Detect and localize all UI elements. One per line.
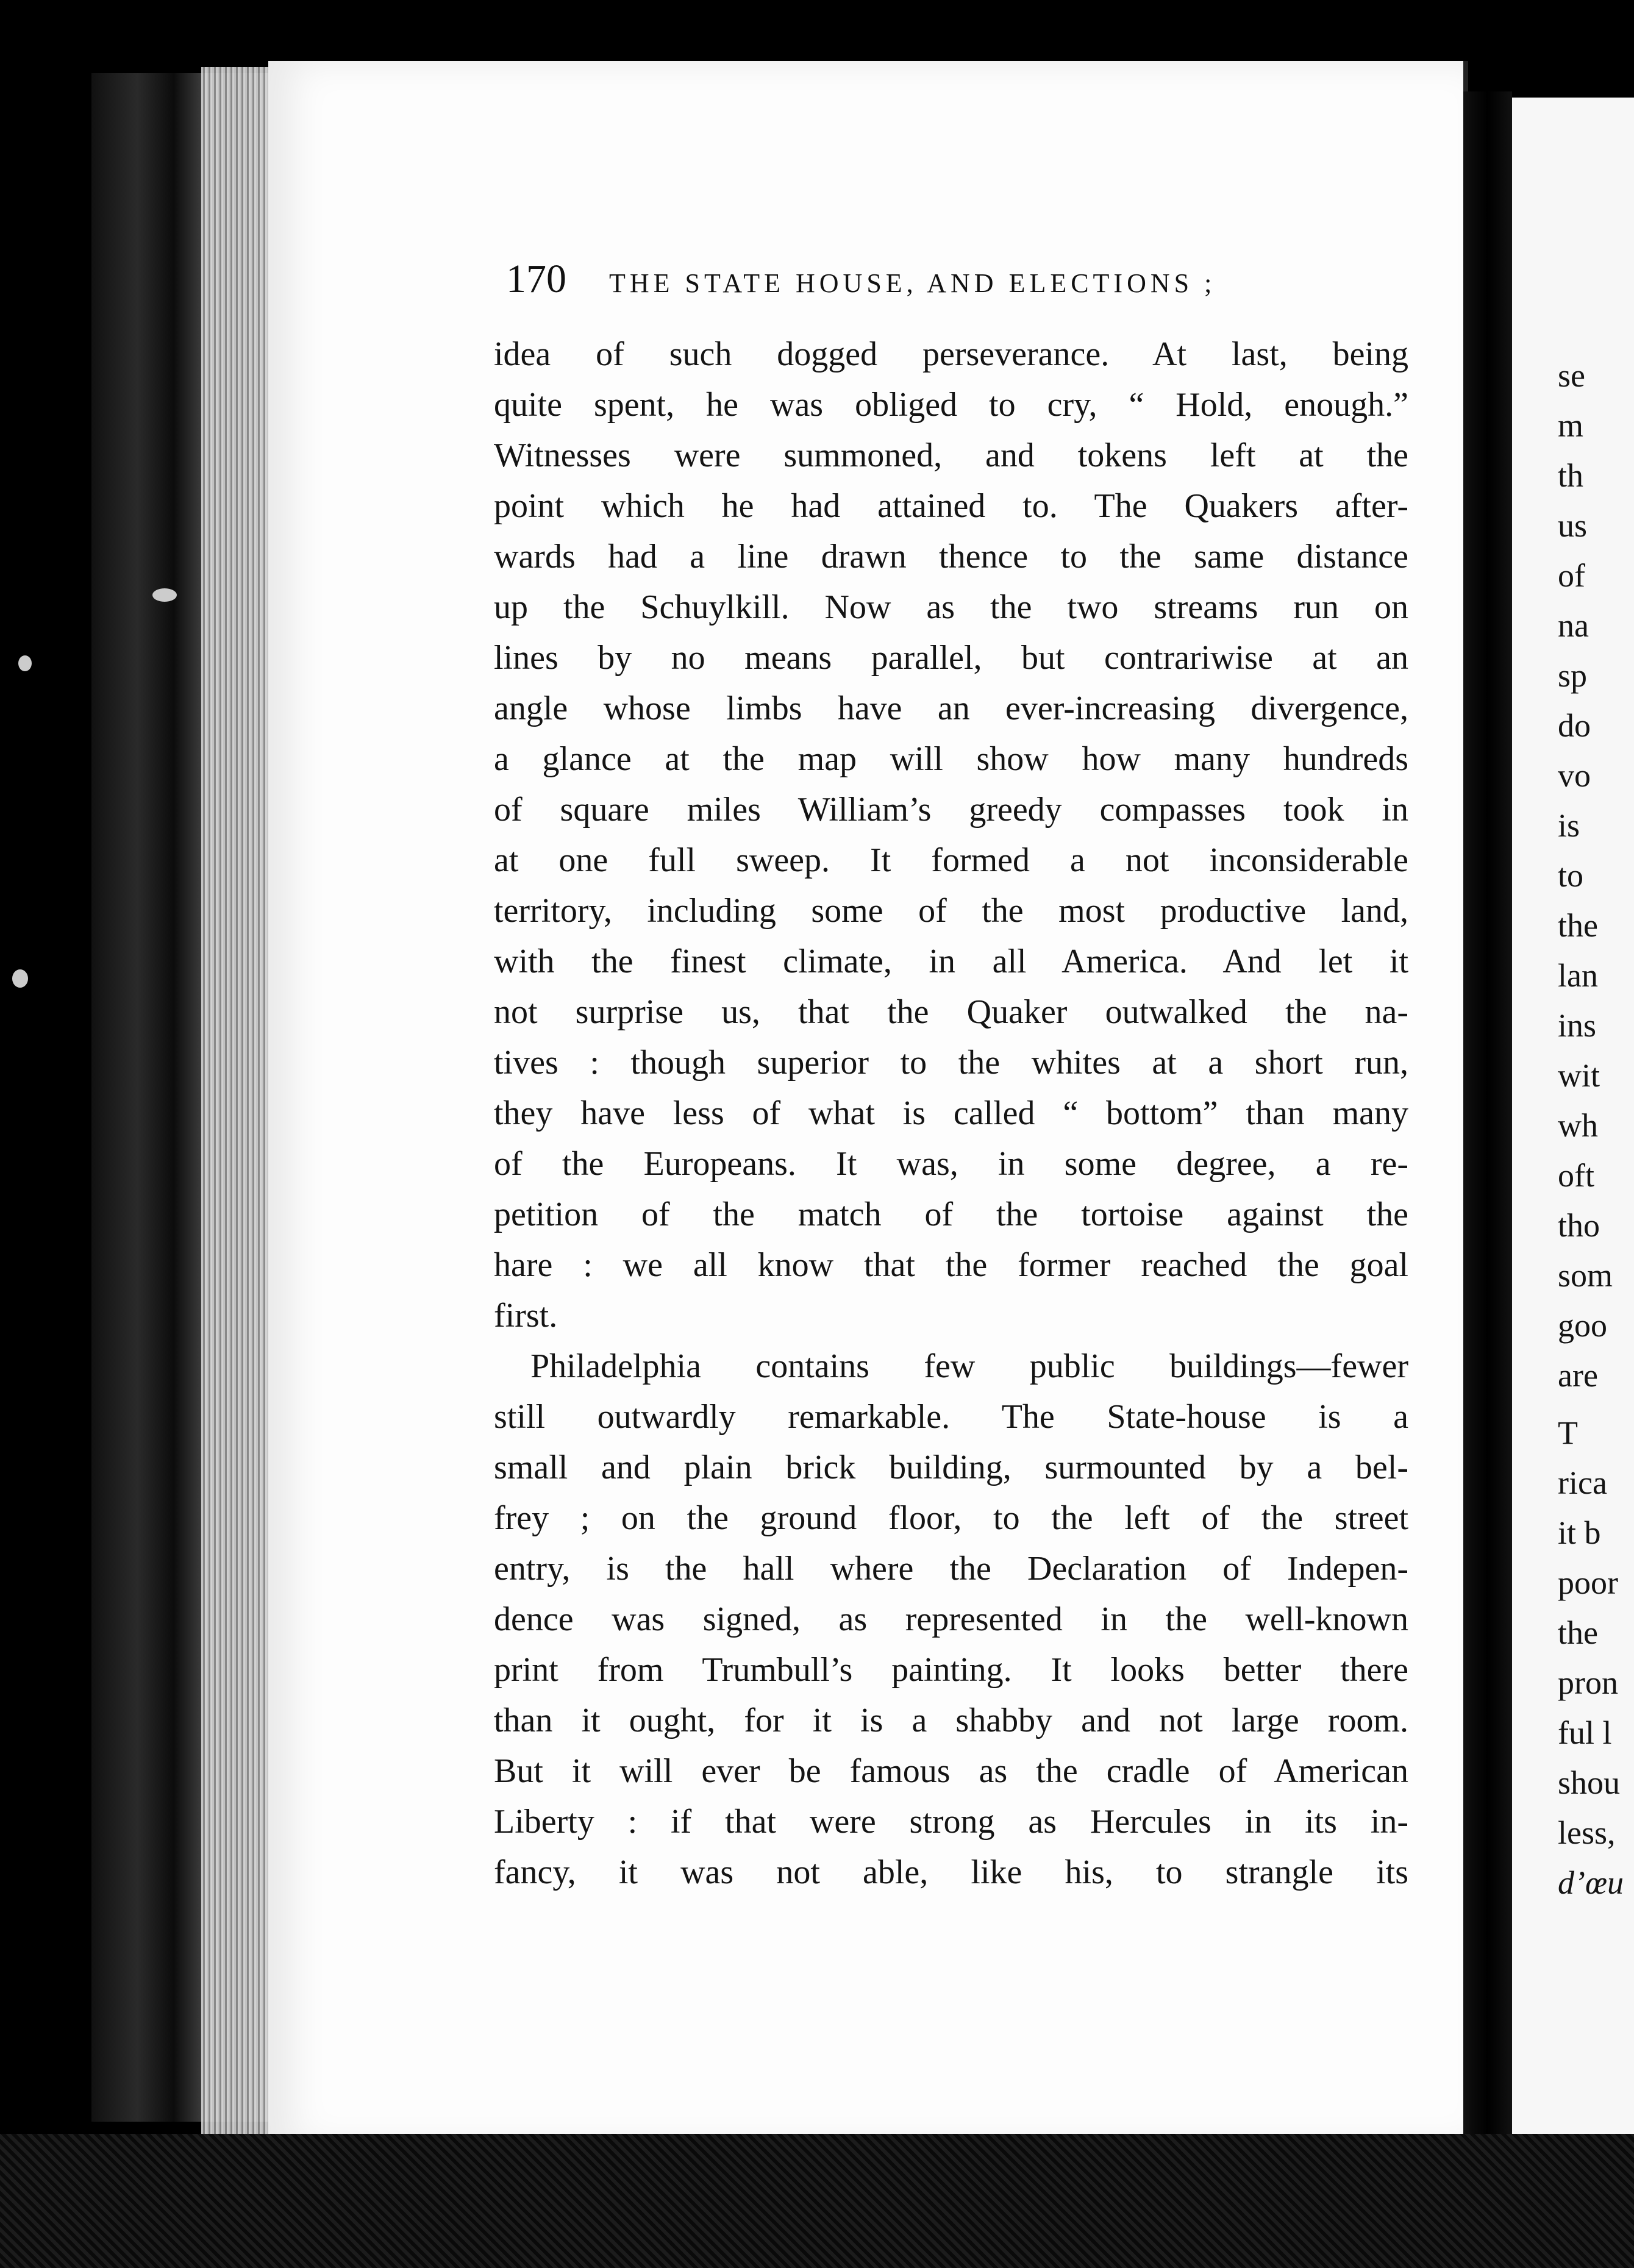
text-fragment: less, [1558,1814,1616,1851]
text-fragment: se [1558,357,1585,394]
running-head-title: THE STATE HOUSE, AND ELECTIONS ; [609,268,1216,298]
text-fragment: do [1558,707,1591,744]
text-fragment: vo [1558,757,1591,794]
text-fragment: ins [1558,1007,1597,1044]
text-line: of square miles William’s greedy compasses took in [494,791,1408,829]
text-line: up the Schuylkill. Now as the two streams run on [494,588,1408,626]
text-fragment: d’œu [1558,1864,1624,1901]
text-fragment: goo [1558,1307,1607,1344]
text-fragment: the [1558,907,1598,944]
body-text [494,329,1408,1890]
dust-speck [152,588,177,602]
text-fragment: pron [1558,1664,1618,1701]
text-line: fancy, it was not able, like his, to strangle its [494,1853,1408,1891]
text-fragment: m [1558,407,1584,444]
text-line: hare : we all know that the former reached the goal [494,1246,1408,1284]
text-line: wards had a line drawn thence to the same distance [494,538,1408,576]
running-head [506,256,1311,311]
text-line: first. [494,1297,558,1335]
text-fragment: th [1558,457,1584,494]
text-line: frey ; on the ground floor, to the left of the street [494,1499,1408,1537]
text-line: But it will ever be famous as the cradle of American [494,1752,1408,1790]
text-line: at one full sweep. It formed a not inconsiderable [494,841,1408,879]
text-line: dence was signed, as represented in the well-known [494,1600,1408,1638]
text-fragment: lan [1558,957,1598,994]
text-fragment: to [1558,857,1584,894]
text-fragment: wh [1558,1107,1598,1144]
text-line: tives : though superior to the whites at a short run, [494,1044,1408,1082]
text-fragment: rica [1558,1464,1607,1501]
text-fragment: are [1558,1357,1598,1394]
text-line: point which he had attained to. The Quakers after- [494,487,1408,525]
text-line: territory, including some of the most productive land, [494,892,1408,930]
text-line: idea of such dogged perseverance. At last, being [494,335,1408,373]
text-line: Liberty : if that were strong as Hercules in its in- [494,1803,1408,1841]
text-fragment: tho [1558,1207,1600,1244]
text-line: lines by no means parallel, but contrariwise at an [494,639,1408,677]
page-number: 170 [506,257,566,301]
text-fragment: it b [1558,1514,1601,1551]
text-fragment: som [1558,1257,1613,1294]
text-line: angle whose limbs have an ever-increasing divergence, [494,690,1408,727]
text-line: print from Trumbull’s painting. It looks better there [494,1651,1408,1689]
right-page-text [1558,351,1634,1908]
text-line: still outwardly remarkable. The State-house is a [494,1398,1408,1436]
text-fragment: T [1558,1414,1578,1451]
background-surface [0,2134,1634,2268]
dust-speck [12,969,28,988]
text-line: small and plain brick building, surmounted by a bel- [494,1449,1408,1486]
text-fragment: the [1558,1614,1598,1651]
text-line: a glance at the map will show how many hundreds [494,740,1408,778]
text-line: Witnesses were summoned, and tokens left at the [494,437,1408,474]
text-line: not surprise us, that the Quaker outwalked the na- [494,993,1408,1031]
text-line: entry, is the hall where the Declaration of Indepen- [494,1550,1408,1588]
text-line: Philadelphia contains few public buildings—fewer [530,1347,1408,1385]
text-fragment: poor [1558,1564,1618,1601]
text-line: with the finest climate, in all America. And let it [494,943,1408,980]
text-line: of the Europeans. It was, in some degree, a re- [494,1145,1408,1183]
text-fragment: wit [1558,1057,1600,1094]
text-fragment: shou [1558,1764,1621,1801]
text-line: than it ought, for it is a shabby and not large room. [494,1702,1408,1739]
text-fragment: us [1558,507,1588,544]
text-line: they have less of what is called “ bottom” than many [494,1094,1408,1132]
book-gutter [1463,91,1512,2134]
dust-speck [18,655,32,671]
text-fragment: ful l [1558,1714,1612,1751]
text-line: petition of the match of the tortoise against the [494,1196,1408,1233]
text-fragment: na [1558,607,1589,644]
text-line: quite spent, he was obliged to cry, “ Hold, enough.” [494,386,1408,424]
text-fragment: is [1558,807,1580,844]
text-fragment: oft [1558,1157,1594,1194]
text-fragment: sp [1558,657,1588,694]
text-fragment: of [1558,557,1585,594]
